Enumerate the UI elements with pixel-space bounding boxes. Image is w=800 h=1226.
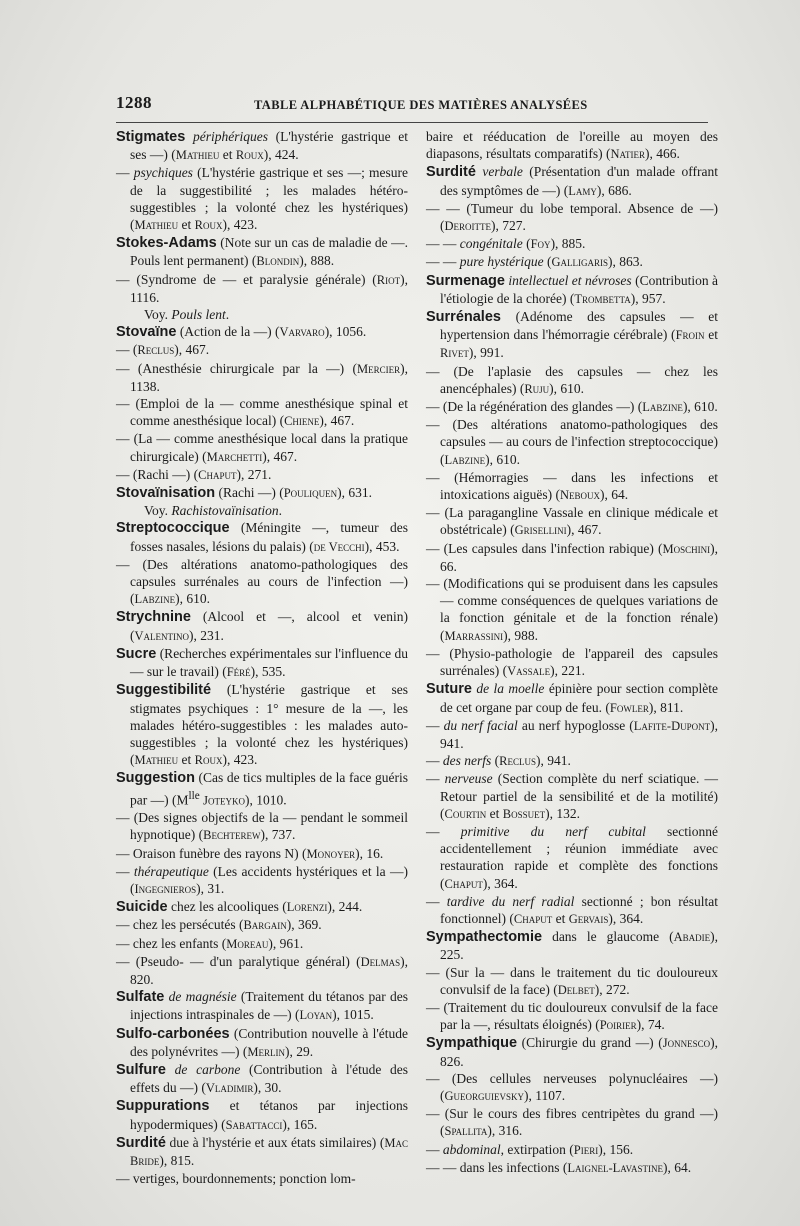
index-entry: Sympathectomie dans le glaucome (Abadie), 225.	[426, 929, 718, 963]
index-entry: Stokes-Adams (Note sur un cas de maladie de —. Pouls lent permanent) (Blondin), 888.	[116, 235, 408, 269]
index-entry: — (La paragangline Vassale en clinique médicale et obstétricale) (Grisellini), 467.	[426, 505, 718, 538]
index-entry: Surdité due à l'hystérie et aux états similaires) (Mac Bride), 815.	[116, 1134, 408, 1169]
index-entry: — chez les enfants (Moreau), 961.	[116, 935, 304, 951]
index-entry: — (Traitement du tic douloureux convulsif de la face par la —, résultats éloignés) (Poirier), 74.	[426, 999, 718, 1033]
index-entry: Suggestibilité (L'hystérie gastrique et ses stigmates psychiques : 1° mesure de la —, les malades hétéro-suggestibles : les malades auto-suggestibles ; la volonté chez les hystériques) (Mathieu et Roux), 423.	[116, 682, 408, 768]
index-entry: — (Hémorragies — dans les infections et intoxications aiguës) (Neboux), 64.	[426, 469, 718, 503]
index-entry: Stovaïne (Action de la —) (Varvaro), 1056.	[116, 324, 367, 341]
index-entry: — abdominal, extirpation (Pieri), 156.	[426, 1141, 634, 1157]
index-entry: — (La — comme anesthésique local dans la pratique chirurgicale) (Marchetti), 467.	[116, 431, 408, 464]
index-entry: Surdité verbale (Présentation d'un malade offrant des symptômes de —) (Lamy), 686.	[426, 164, 718, 198]
header-rule	[116, 122, 708, 123]
index-entry: — (Des altérations anatomo-pathologiques des capsules surrénales au cours de l'infection —) (Labzine), 610.	[116, 556, 408, 607]
index-entry: Sulfo-carbonées (Contribution nouvelle à l'étude des polynévrites —) (Merlin), 29.	[116, 1025, 408, 1059]
index-entry: — du nerf facial au nerf hypoglosse (Lafite-Dupont), 941.	[426, 717, 718, 751]
index-entry: — — congénitale (Foy), 885.	[426, 236, 586, 252]
right-column	[426, 128, 718, 1177]
index-entry: Surmenage intellectuel et névroses (Contribution à l'étiologie de la chorée) (Trombetta), 957.	[426, 272, 719, 306]
index-entry: Voy. Pouls lent.	[144, 307, 230, 323]
index-entry: — psychiques (L'hystérie gastrique et ses —; mesure de la suggestibilité ; les malades hétéro-suggestibles ; la volonté chez les hystériques) (Mathieu et Roux), 423.	[116, 165, 408, 233]
page-header	[116, 93, 696, 118]
index-entry: Sympathique (Chirurgie du grand —) (Jonnesco), 826.	[426, 1035, 718, 1069]
index-entry: — (Sur la — dans le traitement du tic douloureux convulsif de la face) (Delbet), 272.	[426, 964, 718, 997]
index-entry: Suggestion (Cas de tics multiples de la face guéris par —) ($M^{lle}$ Joteyko), 1010.	[116, 770, 408, 808]
index-entry: — (Rachi —) (Chaput), 271.	[116, 466, 272, 482]
index-entry: — Oraison funèbre des rayons N) (Monoyer), 16.	[116, 845, 384, 861]
index-entry: — (Modifications qui se produisent dans les capsules — comme conséquences de quelques variations de la fonction génitale et de la fonction rénale) (Marrassini), 988.	[426, 576, 718, 643]
index-entry: — (Des altérations anatomo-pathologiques des capsules — au cours de l'infection streptococcique) (Labzine), 610.	[426, 417, 718, 467]
index-entry: — tardive du nerf radial sectionné ; bon résultat fonctionnel) (Chaput et Gervais), 364.	[426, 893, 719, 926]
index-entry: — (Physio-pathologie de l'appareil des capsules surrénales) (Vassale), 221.	[426, 645, 718, 679]
index-entry: — nerveuse (Section complète du nerf sciatique. — Retour partiel de la sensibilité et de la motilité) (Courtin et Bossuet), 132.	[426, 771, 718, 821]
index-entry: — (Syndrome de — et paralysie générale) (Riot), 1116.	[116, 271, 408, 305]
index-entry: baire et rééducation de l'oreille au moyen des diapasons, résultats comparatifs) (Natier), 466.	[426, 129, 718, 162]
index-entry: Suicide chez les alcooliques (Lorenzi), 244.	[116, 899, 363, 916]
index-entry: — — dans les infections (Laignel-Lavastine), 64.	[426, 1159, 692, 1175]
index-entry: Suppurations et tétanos par injections hypodermiques) (Sabattacci), 165.	[116, 1098, 408, 1132]
index-entry: — — pure hystérique (Galligaris), 863.	[426, 254, 643, 270]
index-entry: — (Anesthésie chirurgicale par la —) (Mercier), 1138.	[116, 360, 408, 394]
index-entry: Strychnine (Alcool et —, alcool et venin) (Valentino), 231.	[116, 609, 408, 643]
left-column	[116, 128, 408, 1187]
index-entry: Stigmates périphériques (L'hystérie gastrique et ses —) (Mathieu et Roux), 424.	[116, 129, 408, 163]
index-entry: — (Les capsules dans l'infection rabique) (Moschini), 66.	[426, 540, 718, 574]
index-entry: Stovaïnisation (Rachi —) (Pouliquen), 631.	[116, 485, 373, 502]
index-entry: Sulfure de carbone (Contribution à l'étude des effets du —) (Vladimir), 30.	[116, 1062, 409, 1096]
index-entry: — (Emploi de la — comme anesthésique spinal et comme anesthésique local) (Chiene), 467.	[116, 396, 408, 429]
index-entry: — (Des signes objectifs de la — pendant le sommeil hypnotique) (Bechterew), 737.	[116, 810, 408, 843]
index-entry: — (Reclus), 467.	[116, 342, 210, 358]
index-entry: Surrénales (Adénome des capsules — et hypertension dans l'hémorragie cérébrale) (Froin et Rivet), 991.	[426, 309, 719, 361]
index-entry: — (De la régénération des glandes —) (Labzine), 610.	[426, 399, 718, 415]
index-entry: — (Sur le cours des fibres centripètes du grand —) (Spallita), 316.	[426, 1106, 718, 1139]
index-entry: — primitive du nerf cubital sectionné accidentellement ; réunion immédiate avec restauration rapide et complète des fonctions (Chaput), 364.	[426, 823, 719, 891]
index-entry: — thérapeutique (Les accidents hystériques et la —) (Ingegnieros), 31.	[116, 863, 409, 897]
index-entry: — des nerfs (Reclus), 941.	[426, 753, 571, 769]
index-entry: Sucre (Recherches expérimentales sur l'influence du — sur le travail) (Féré), 535.	[116, 645, 409, 680]
index-entry: — (De l'aplasie des capsules — chez les anencéphales) (Ruju), 610.	[426, 363, 718, 396]
index-entry: Suture de la moelle épinière pour section complète de cet organe par coup de feu. (Fowler), 811.	[426, 681, 719, 715]
index-entry: Streptococcique (Méningite —, tumeur des fosses nasales, lésions du palais) (de Vecchi), 453.	[116, 520, 408, 554]
index-entry: — (Des cellules nerveuses polynucléaires —) (Gueorguievsky), 1107.	[426, 1070, 718, 1103]
index-entry: — — (Tumeur du lobe temporal. Absence de —) (Deroitte), 727.	[426, 200, 718, 234]
index-entry: — chez les persécutés (Bargain), 369.	[116, 917, 322, 933]
index-entry: — vertiges, bourdonnements; ponction lom-	[116, 1171, 356, 1187]
running-title: TABLE ALPHABÉTIQUE DES MATIÈRES ANALYSÉES	[254, 98, 588, 112]
index-entry: — (Pseudo- — d'un paralytique général) (Delmas), 820.	[116, 953, 408, 988]
index-entry: Sulfate de magnésie (Traitement du tétanos par des injections intraspinales de —) (Loyan), 1015.	[116, 989, 409, 1023]
index-entry: Voy. Rachistovaïnisation.	[144, 503, 283, 519]
page-number: 1288	[116, 93, 152, 112]
